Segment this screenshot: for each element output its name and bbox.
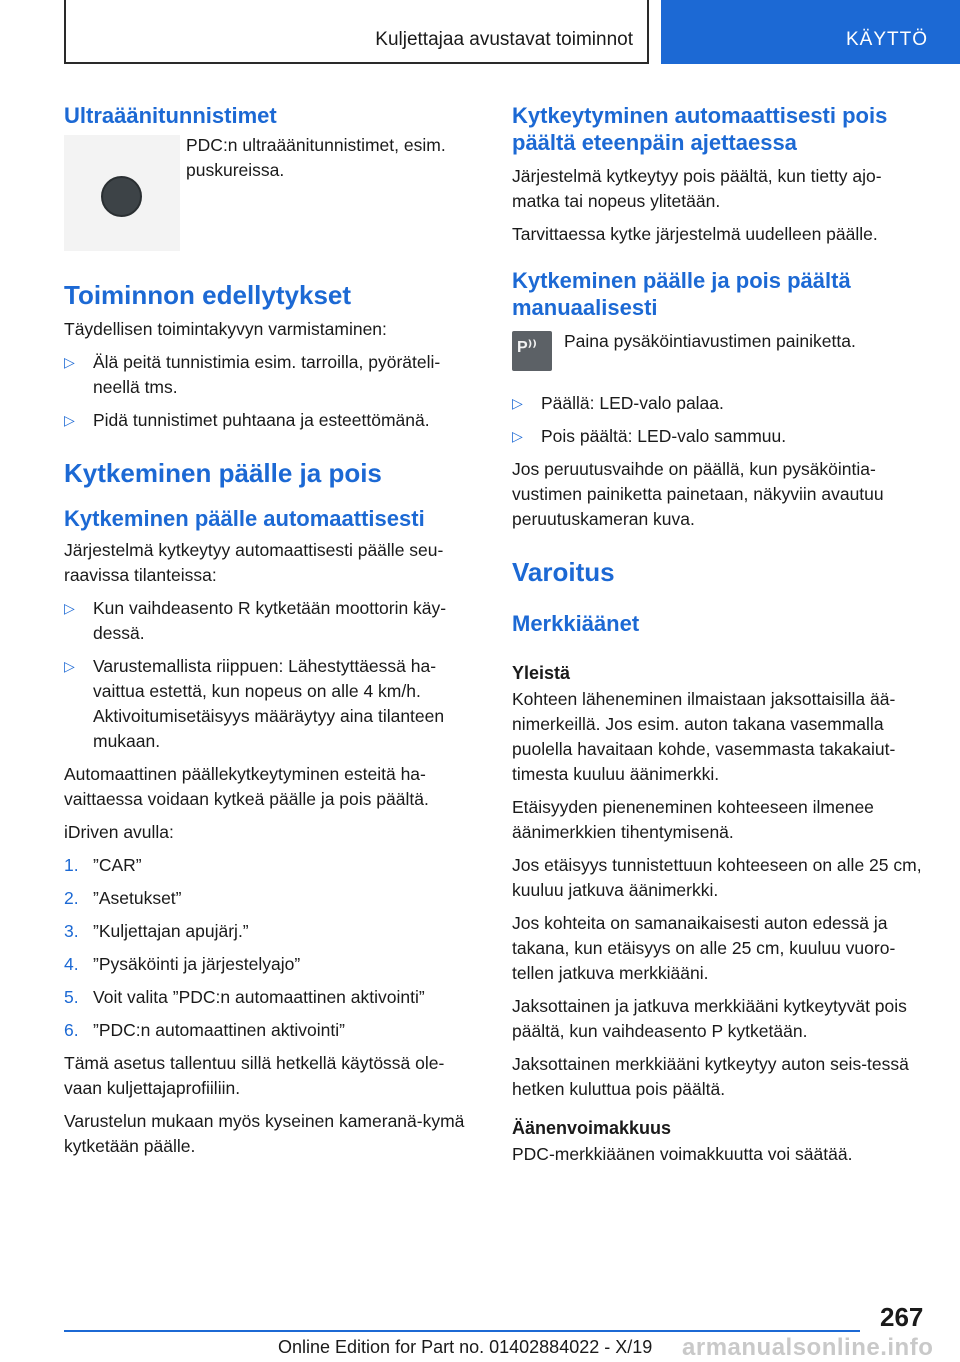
list-item: ▷ Varustemallista riippuen: Lähestyttäessä ha-vaittua estettä, kun nopeus on alle 4 km/h. Aktivoitumisetäisyys määräytyy aina tilanteen mukaan.: [64, 656, 445, 751]
heading-toiminnon: Toiminnon edellytykset: [64, 280, 352, 310]
yleista-para-4: Jos kohteita on samanaikaisesti auton edessä ja takana, kun etäisyys on alle 25 cm, kuuluu vuoro-tellen jatkuva merkkiääni.: [512, 913, 896, 983]
page-number: 267: [880, 1302, 924, 1332]
left-column: [64, 102, 476, 1159]
bullet-triangle-icon: ▷: [64, 412, 75, 428]
yleista-para-2: Etäisyyden pieneneminen kohteeseen ilmenee äänimerkkien tihentymisenä.: [512, 797, 874, 842]
yleista-para-5: Jaksottainen ja jatkuva merkkiääni kytkeytyvät pois päältä, kun vaihdeasento P kytketään.: [512, 996, 907, 1041]
bullet-triangle-icon: ▷: [64, 354, 75, 370]
sensor-image: [64, 135, 180, 251]
yleista-para-3: Jos etäisyys tunnistettuun kohteeseen on alle 25 cm, kuuluu jatkuva äänimerkki.: [512, 855, 922, 900]
bullet-triangle-icon: ▷: [64, 600, 75, 616]
ultrasonic-sensor-icon: [101, 176, 142, 217]
yleista-para-1: Kohteen läheneminen ilmaistaan jaksottaisilla ää-nimerkeillä. Jos esim. auton takana vasemmalla puolella havaitaan kohde, vasemmasta takakaiut-timesta kuuluu äänimerkki.: [512, 689, 896, 784]
camera-para: Varustelun mukaan myös kyseinen kameranä-kymä kytketään päälle.: [64, 1111, 465, 1156]
manual-block: [512, 331, 924, 371]
manual-para: Jos peruutusvaihde on päällä, kun pysäköintia-vustimen painiketta painetaan, näkyviin avautuu peruutuskameran kuva.: [512, 459, 884, 529]
heading-yleista: Yleistä: [512, 663, 571, 683]
step-item: 4. ”Pysäköinti ja järjestelyajo”: [64, 954, 301, 974]
header-chapter-title: KÄYTTÖ: [845, 29, 928, 50]
header-chapter-tab: [661, 0, 960, 64]
header-section-box: [64, 0, 649, 64]
list-item: ▷ Päällä: LED-valo palaa.: [512, 391, 924, 416]
step-item: 6. ”PDC:n automaattinen aktivointi”: [64, 1020, 345, 1040]
aanen-para: PDC-merkkiäänen voimakkuutta voi säätää.: [512, 1144, 853, 1164]
bullet-triangle-icon: ▷: [512, 395, 523, 411]
bullet-triangle-icon: ▷: [512, 428, 523, 444]
pois-para-1: Järjestelmä kytkeytyy pois päältä, kun tietty ajo-matka tai nopeus ylitetään.: [512, 166, 882, 211]
footer-edition: Online Edition for Part no. 01402884022 - X/19: [278, 1337, 653, 1357]
heading-auto: Kytkeminen päälle automaattisesti: [64, 506, 425, 531]
step-item: 5. Voit valita ”PDC:n automaattinen aktivointi”: [64, 987, 425, 1007]
right-column: [512, 102, 924, 1167]
heading-aanenvoimakkuus: Äänenvoimakkuus: [512, 1118, 672, 1138]
heading-ultra: Ultraäänitunnistimet: [64, 103, 277, 128]
step-item: 1. ”CAR”: [64, 855, 142, 875]
toiminnon-intro: Täydellisen toimintakyvyn varmistaminen:: [64, 319, 387, 339]
list-item: ▷ Älä peitä tunnistimia esim. tarroilla, pyöräteli-neellä tms.: [64, 352, 441, 397]
header-section-title: Kuljettajaa avustavat toiminnot: [375, 29, 633, 50]
bullet-triangle-icon: ▷: [64, 658, 75, 674]
step-item: 3. ”Kuljettajan apujärj.”: [64, 921, 249, 941]
list-item: ▷ Kun vaihdeasento R kytketään moottorin käy-dessä.: [64, 598, 447, 643]
watermark: armanualsonline.info: [682, 1334, 934, 1361]
idrive-text: iDriven avulla:: [64, 822, 174, 842]
heading-kytkeminen: Kytkeminen päälle ja pois: [64, 458, 382, 488]
ultra-block: [64, 135, 476, 251]
list-item: ▷ Pidä tunnistimet puhtaana ja esteettömänä.: [64, 408, 476, 433]
heading-manual: Kytkeminen päälle ja pois päältä manuaalisesti: [512, 268, 851, 320]
auto-para: Automaattinen päällekytkeytyminen esteitä ha-vaittaessa voidaan kytkeä päälle ja pois päältä.: [64, 764, 429, 809]
list-item: ▷ Pois päältä: LED-valo sammuu.: [512, 424, 924, 449]
step-item: 2. ”Asetukset”: [64, 888, 182, 908]
footer-divider: [64, 1330, 860, 1332]
ultra-text: PDC:n ultraäänitunnistimet, esim. puskureissa.: [186, 135, 446, 180]
manual-text: Paina pysäköintiavustimen painiketta.: [564, 331, 856, 351]
pois-para-2: Tarvittaessa kytke järjestelmä uudelleen päälle.: [512, 224, 878, 244]
heading-merkkiaanet: Merkkiäänet: [512, 611, 640, 636]
parking-assist-button-icon: P⁾⁾: [512, 331, 552, 371]
heading-pois: Kytkeytyminen automaattisesti pois päältä eteenpäin ajettaessa: [512, 103, 888, 155]
yleista-para-6: Jaksottainen merkkiääni kytkeytyy auton seis-tessä hetken kuluttua pois päältä.: [512, 1054, 909, 1099]
heading-varoitus: Varoitus: [512, 557, 615, 587]
auto-intro: Järjestelmä kytkeytyy automaattisesti päälle seu-raavissa tilanteissa:: [64, 540, 444, 585]
setting-saved-para: Tämä asetus tallentuu sillä hetkellä käytössä ole-vaan kuljettajaprofiiliin.: [64, 1053, 445, 1098]
